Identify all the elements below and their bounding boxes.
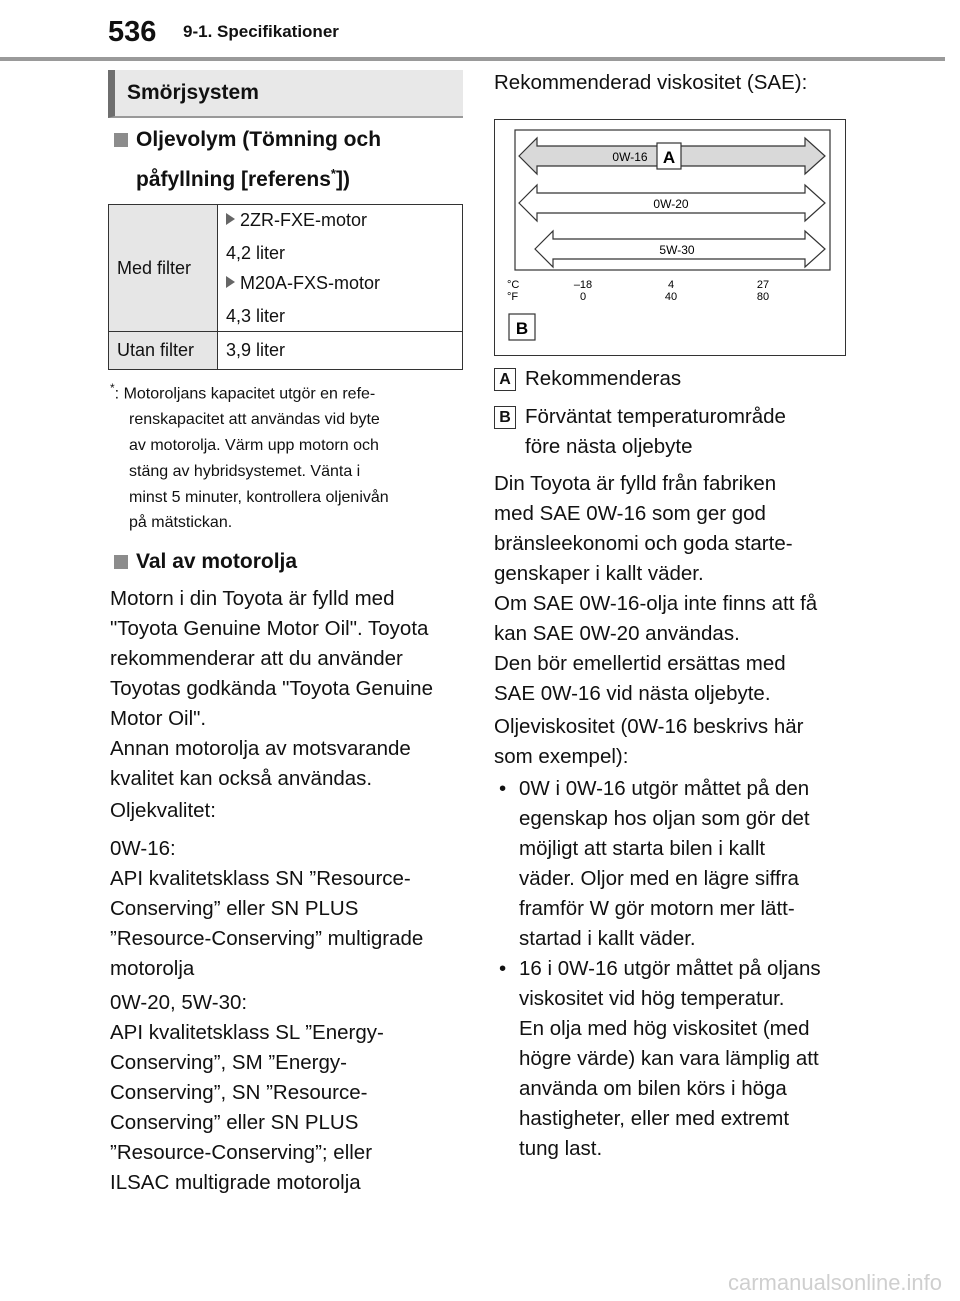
unit-fahrenheit: °F bbox=[507, 291, 519, 303]
temp-c-2: 4 bbox=[667, 279, 675, 291]
oil-quality-0w20-5w30: 0W-20, 5W-30: API kvalitetsklass SL ”Energy- Conserving”, SM ”Energy- Conserving”, SN ”Resource- Conserving” eller SN PLUS ”Resource-Conserving”; eller ILSAC multigrade motorolja bbox=[110, 991, 384, 1194]
list-item: • 16 i 0W-16 utgör måttet på oljans viskositet vid hög temperatur. En olja med hög viskositet (med högre värde) kan vara lämplig att använda om bilen körs i höga hastigheter, eller med extremt tung last. bbox=[494, 954, 821, 1164]
page-number: 536 bbox=[108, 16, 157, 48]
viscosity-diagram bbox=[494, 119, 846, 356]
footnote-line: minst 5 minuter, kontrollera oljenivån bbox=[129, 488, 389, 506]
row-label-without-filter: Utan filter bbox=[109, 332, 218, 370]
square-bullet-icon bbox=[114, 555, 128, 569]
legend-key-b: B bbox=[494, 406, 516, 429]
grade-label-0w20: 0W-20 bbox=[653, 197, 689, 211]
section-header bbox=[108, 70, 463, 118]
oil-quality-label: Oljekvalitet: bbox=[110, 799, 216, 822]
chapter-title: 9-1. Specifikationer bbox=[183, 22, 339, 41]
oil-volume-heading-line1: Oljevolym (Tömning och bbox=[136, 128, 382, 151]
footnote-line: av motorolja. Värm upp motorn och bbox=[129, 436, 379, 454]
footnote-line: stäng av hybridsystemet. Vänta i bbox=[129, 462, 361, 480]
temp-f-1: 0 bbox=[579, 291, 587, 303]
engine-2-volume: 4,3 liter bbox=[226, 306, 286, 326]
chart-label-a: A bbox=[662, 148, 676, 167]
factory-fill-paragraph: Din Toyota är fylld från fabriken med SAE 0W-16 som ger god bränsleekonomi och goda starte- genskaper i kallt väder. Om SAE 0W-16-olja inte finns att få kan SAE 0W-20 användas. Den bör emellertid ersättas med SAE 0W-16 vid nästa oljebyte. bbox=[494, 472, 818, 705]
footnote bbox=[110, 376, 460, 536]
table-row bbox=[109, 205, 463, 332]
grade-label-5w30: 5W-30 bbox=[659, 243, 695, 257]
engine-1: 2ZR-FXE-motor bbox=[226, 205, 462, 235]
viscosity-heading: Rekommenderad viskositet (SAE): bbox=[494, 71, 808, 94]
oil-selection-paragraph: Motorn i din Toyota är fylld med "Toyota Genuine Motor Oil". Toyota rekommenderar att du använder Toyotas godkända "Toyota Genuine Motor Oil". Annan motorolja av motsvarande kvalitet kan också användas. bbox=[110, 587, 433, 790]
legend-key-a: A bbox=[494, 368, 516, 391]
footnote-marker: * bbox=[330, 166, 336, 181]
oil-volume-table bbox=[108, 204, 463, 370]
square-bullet-icon bbox=[114, 133, 128, 147]
section-title: Smörjsystem bbox=[127, 81, 259, 104]
temp-f-2: 40 bbox=[664, 291, 678, 303]
viscosity-chart bbox=[495, 120, 847, 357]
legend-text-a: Rekommenderas bbox=[525, 367, 682, 390]
temp-c-1: –18 bbox=[573, 279, 593, 291]
viscosity-bullets bbox=[494, 774, 821, 1164]
viscosity-example-intro: Oljeviskositet (0W-16 beskrivs här som exempel): bbox=[494, 715, 804, 768]
footnote-line: på mätstickan. bbox=[129, 514, 233, 532]
triangle-bullet-icon bbox=[226, 213, 235, 225]
engine-1-volume: 4,2 liter bbox=[226, 243, 286, 263]
temp-f-3: 80 bbox=[756, 291, 770, 303]
table-row bbox=[109, 332, 463, 370]
engine-2: M20A-FXS-motor bbox=[226, 268, 462, 298]
list-item: • 0W i 0W-16 utgör måttet på den egenskap hos oljan som gör det möjligt att starta bilen i kallt väder. Oljor med en lägre siffra framför W gör motorn mer lätt- startad i kallt väder. bbox=[494, 774, 821, 954]
row-label-with-filter: Med filter bbox=[109, 205, 218, 332]
unit-celsius: °C bbox=[507, 279, 520, 291]
oil-volume-heading-line2: påfyllning [referens*]) bbox=[136, 166, 350, 191]
watermark: carmanualsonline.info bbox=[728, 1270, 943, 1295]
grade-label-0w16: 0W-16 bbox=[612, 150, 648, 164]
footnote-line: *: Motoroljans kapacitet utgör en refe- bbox=[110, 381, 376, 403]
header-rule bbox=[0, 57, 945, 61]
without-filter-value: 3,9 liter bbox=[218, 332, 463, 370]
oil-quality-0w16: 0W-16: API kvalitetsklass SN ”Resource- Conserving” eller SN PLUS ”Resource-Conserving” multigrade motorolja bbox=[110, 837, 424, 980]
with-filter-cell bbox=[218, 205, 463, 332]
chart-label-b: B bbox=[515, 319, 529, 338]
triangle-bullet-icon bbox=[226, 276, 235, 288]
footnote-line: renskapacitet att användas vid byte bbox=[129, 411, 380, 429]
legend-text-b: Förväntat temperaturområde före nästa oljebyte bbox=[525, 405, 786, 458]
temp-c-3: 27 bbox=[756, 279, 770, 291]
